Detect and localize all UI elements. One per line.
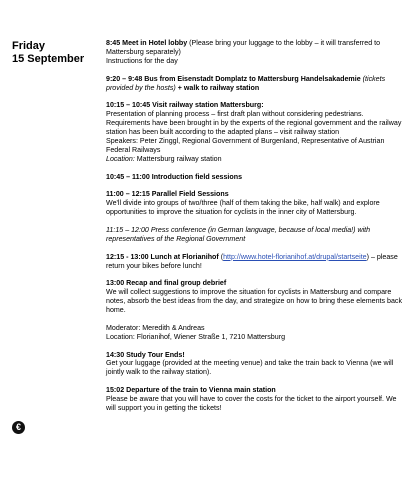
- day-date: 15 September: [12, 53, 85, 65]
- item-italic: (tickets provided by the hosts): [106, 74, 386, 92]
- item-desc: We'll divide into groups of two/three (half of them taking the bike, half walk) and explore opportunities to improve the situation for cyclists in the inner city of Mattersburg.: [106, 199, 380, 217]
- day-weekday: Friday: [12, 40, 46, 52]
- item-hotel-lobby: [106, 39, 402, 66]
- item-lunch: [106, 253, 402, 271]
- item-location: Location: Florianihof, Wiener Straße 1, 7210 Mattersburg: [106, 332, 286, 341]
- item-title: 8:45 Meet in Hotel lobby: [106, 39, 188, 47]
- item-title: 9:20 – 9:48 Bus from Eisenstadt Domplatz to Mattersburg Handelsakademie: [106, 74, 361, 83]
- item-field-sessions: [106, 190, 402, 217]
- item-press: [106, 226, 402, 244]
- item-title: 11:00 – 12:15 Parallel Field Sessions: [106, 190, 229, 199]
- item-intro: [106, 173, 402, 182]
- item-title-end: + walk to railway station: [175, 83, 260, 92]
- item-desc: Instructions for the day: [106, 56, 178, 65]
- item-station-visit: [106, 101, 402, 163]
- item-tour-ends: [106, 351, 402, 378]
- item-title: 13:00 Recap and final group debrief: [106, 279, 227, 288]
- schedule: [106, 39, 402, 422]
- item-note: ) – please return your bikes before lunch!: [106, 252, 398, 270]
- item-desc: Get your luggage (provided at the meeting venue) and take the train back to Vienna (we will jointly walk to the railway station).: [106, 359, 394, 377]
- item-title: 10:15 – 10:45 Visit railway station Mattersburg:: [106, 101, 264, 110]
- item-desc: We will collect suggestions to improve the situation for cyclists in Mattersburg and compare notes, absorb the best ideas from the day, and strategize on how to bring these elements back home.: [106, 288, 403, 315]
- item-note: 11:15 – 12:00 Press conference (in German language, because of local media!) with representatives of the Regional Government: [106, 225, 371, 243]
- item-location: [106, 155, 402, 164]
- item-note: (Please bring your luggage to the lobby – it will transferred to Mattersburg separately): [106, 39, 381, 56]
- link-open: (: [218, 252, 224, 261]
- item-speakers: Speakers: Peter Zinggl, Regional Government of Burgenland, Representative of Austrian Federal Railways: [106, 136, 385, 154]
- item-bus: [106, 75, 402, 93]
- item-title: 10:45 – 11:00 Introduction field sessions: [106, 172, 243, 181]
- florianihof-link[interactable]: http://www.hotel-florianihof.at/drupal/startseite: [223, 252, 367, 261]
- item-desc: Please be aware that you will have to cover the costs for the ticket to the airport yourself. We will support you in getting the tickets!: [106, 395, 397, 412]
- euro-icon: €: [12, 421, 25, 434]
- item-title: 15:02 Departure of the train to Vienna main station: [106, 386, 276, 395]
- item-title: 14:30 Study Tour Ends!: [106, 350, 185, 359]
- location-label: Location:: [106, 154, 135, 163]
- location-value: Mattersburg railway station: [134, 154, 222, 163]
- item-departure: [106, 386, 402, 413]
- day-heading: [12, 40, 102, 66]
- item-title: 12:15 - 13:00 Lunch at Florianihof: [106, 252, 219, 261]
- item-recap: [106, 279, 402, 341]
- item-desc: Presentation of planning process – first draft plan without considering pedestrians. Requirements have been brought in by the experts of the regional government and the railway station has been built according to the adapted plans – visit railway station: [106, 110, 402, 137]
- item-moderator: Moderator: Meredith & Andreas: [106, 323, 205, 332]
